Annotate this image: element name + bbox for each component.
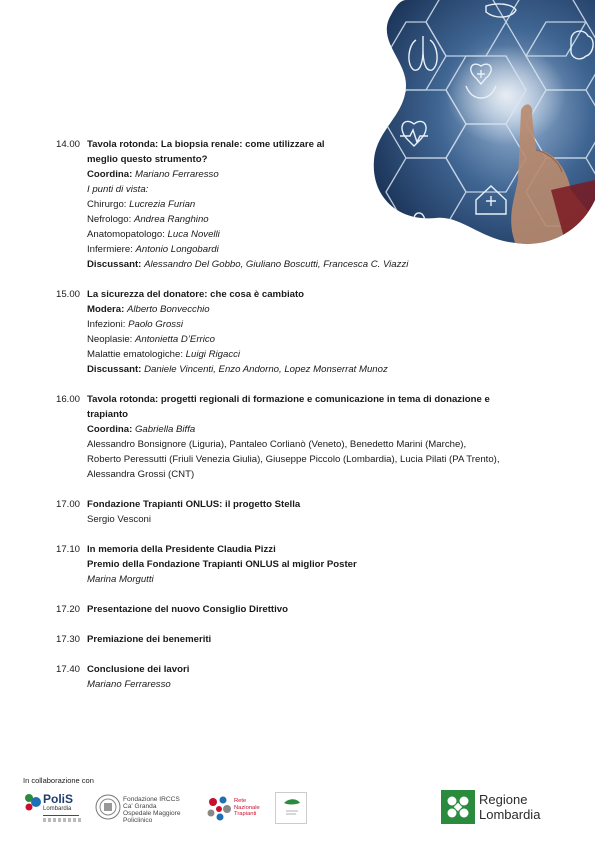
rete-line-2: Nazionale bbox=[234, 804, 260, 811]
program-line bbox=[87, 602, 556, 617]
program-item bbox=[56, 662, 556, 692]
program-heading: In memoria della Presidente Claudia Pizzi bbox=[87, 544, 276, 555]
program-text: Anatomopatologo: bbox=[87, 229, 168, 240]
program-text: Nefrologo: bbox=[87, 214, 134, 225]
program-heading: Tavola rotonda: progetti regionali di formazione e comunicazione in tema di donazione e bbox=[87, 394, 490, 405]
program-line bbox=[87, 392, 556, 407]
program-line bbox=[87, 452, 556, 467]
program-heading: Discussant: bbox=[87, 364, 145, 375]
program-line bbox=[87, 422, 556, 437]
program-heading: Premio della Fondazione Trapianti ONLUS al miglior Poster bbox=[87, 559, 357, 570]
program-line bbox=[87, 287, 556, 302]
program-schedule bbox=[56, 137, 556, 707]
program-line bbox=[87, 182, 556, 197]
program-line bbox=[87, 437, 556, 452]
polis-name: PoliS bbox=[43, 792, 74, 806]
program-item bbox=[56, 542, 556, 587]
program-heading: Modera: bbox=[87, 304, 127, 315]
polis-sub: Lombardia bbox=[43, 806, 72, 812]
speaker-name: Antonietta D’Errico bbox=[135, 334, 215, 345]
polis-lombardia-logo bbox=[23, 790, 85, 826]
program-line bbox=[87, 347, 556, 362]
collaboration-label: In collaborazione con bbox=[23, 776, 94, 785]
program-text: Alessandro Bonsignore (Liguria), Pantaleo Corlianò (Veneto), Benedetto Marini (Marche), bbox=[87, 439, 467, 450]
program-line bbox=[87, 497, 556, 512]
program-item bbox=[56, 602, 556, 617]
program-line bbox=[87, 362, 556, 377]
rete-line-1: Rete bbox=[234, 798, 247, 804]
program-line bbox=[87, 212, 556, 227]
program-body bbox=[87, 392, 556, 482]
program-item bbox=[56, 632, 556, 647]
speaker-name: Mariano Ferraresso bbox=[134, 169, 219, 180]
speaker-name: Antonio Longobardi bbox=[135, 244, 219, 255]
program-line bbox=[87, 197, 556, 212]
program-heading: Coordina: bbox=[87, 169, 135, 180]
program-item bbox=[56, 137, 556, 272]
regione-line-1: Regione bbox=[479, 792, 528, 807]
program-body bbox=[87, 602, 556, 617]
program-heading: trapianto bbox=[87, 409, 129, 420]
policlinico-seal-icon bbox=[95, 794, 121, 820]
program-body bbox=[87, 542, 556, 587]
program-body bbox=[87, 497, 556, 527]
program-heading: Tavola rotonda: La biopsia renale: come utilizzare al bbox=[87, 139, 325, 150]
program-text: Malattie ematologiche: bbox=[87, 349, 186, 360]
program-time: 17.10 bbox=[56, 544, 81, 555]
speaker-name: Alberto Bonvecchio bbox=[126, 304, 210, 315]
program-time: 15.00 bbox=[56, 289, 81, 300]
program-time: 14.00 bbox=[56, 139, 81, 150]
program-body bbox=[87, 137, 556, 272]
program-text: Infezioni: bbox=[87, 319, 129, 330]
program-time: 17.20 bbox=[56, 604, 81, 615]
program-heading: Premiazione dei benemeriti bbox=[87, 634, 212, 645]
speaker-name: Luca Novelli bbox=[167, 229, 220, 240]
polis-icon bbox=[23, 792, 43, 812]
program-line bbox=[87, 167, 556, 182]
program-text: Infermiere: bbox=[87, 244, 136, 255]
program-line bbox=[87, 662, 556, 677]
program-item bbox=[56, 497, 556, 527]
program-item bbox=[56, 392, 556, 482]
regione-lombardia-icon bbox=[441, 790, 475, 824]
policlinico-line-4: Policlinico bbox=[123, 817, 153, 824]
program-line bbox=[87, 302, 556, 317]
program-line bbox=[87, 512, 556, 527]
speaker-name: Lucrezia Furian bbox=[129, 199, 196, 210]
partner-logos bbox=[23, 790, 323, 830]
regione-line-2: Lombardia bbox=[479, 807, 541, 822]
program-time: 16.00 bbox=[56, 394, 81, 405]
program-body bbox=[87, 287, 556, 377]
program-line bbox=[87, 677, 556, 692]
program-line bbox=[87, 572, 556, 587]
program-line bbox=[87, 227, 556, 242]
speaker-name: I punti di vista: bbox=[87, 184, 149, 195]
program-heading: Discussant: bbox=[87, 259, 145, 270]
association-logo bbox=[275, 792, 307, 824]
program-time: 17.40 bbox=[56, 664, 81, 675]
program-heading: Fondazione Trapianti ONLUS: il progetto Stella bbox=[87, 499, 301, 510]
program-heading: meglio questo strumento? bbox=[87, 154, 208, 165]
speaker-name: Mariano Ferraresso bbox=[87, 679, 171, 690]
policlinico-line-1: Fondazione IRCCS bbox=[123, 796, 180, 803]
program-line bbox=[87, 632, 556, 647]
program-item bbox=[56, 287, 556, 377]
speaker-name: Alessandro Del Gobbo, Giuliano Boscutti, Francesca C. Viazzi bbox=[144, 259, 409, 270]
speaker-name: Paolo Grossi bbox=[128, 319, 183, 330]
rete-trapianti-logo bbox=[205, 790, 265, 826]
program-line bbox=[87, 152, 556, 167]
leaf-icon bbox=[276, 793, 306, 823]
regione-lombardia-logo bbox=[441, 790, 571, 826]
program-text: Roberto Peressutti (Friuli Venezia Giulia), Giuseppe Piccolo (Lombardia), Lucia Pilati (PA Trento), bbox=[87, 454, 500, 465]
program-time: 17.30 bbox=[56, 634, 81, 645]
program-line bbox=[87, 257, 556, 272]
program-heading: Conclusione dei lavori bbox=[87, 664, 190, 675]
rete-icon bbox=[205, 794, 233, 822]
program-line bbox=[87, 332, 556, 347]
program-text: Sergio Vesconi bbox=[87, 514, 151, 525]
policlinico-line-3: Ospedale Maggiore bbox=[123, 810, 181, 817]
rete-line-3: Trapianti bbox=[234, 811, 257, 817]
speaker-name: Daniele Vincenti, Enzo Andorno, Lopez Monserrat Munoz bbox=[144, 364, 388, 375]
program-line bbox=[87, 407, 556, 422]
policlinico-logo bbox=[95, 790, 195, 826]
program-heading: Presentazione del nuovo Consiglio Direttivo bbox=[87, 604, 288, 615]
program-text: Neoplasie: bbox=[87, 334, 135, 345]
program-heading: Coordina: bbox=[87, 424, 135, 435]
program-body bbox=[87, 632, 556, 647]
program-text: Chirurgo: bbox=[87, 199, 130, 210]
program-line bbox=[87, 467, 556, 482]
program-heading: La sicurezza del donatore: che cosa è cambiato bbox=[87, 289, 304, 300]
speaker-name: Gabriella Biffa bbox=[134, 424, 196, 435]
policlinico-line-2: Ca' Granda bbox=[123, 803, 157, 810]
program-text: Alessandra Grossi (CNT) bbox=[87, 469, 195, 480]
program-line bbox=[87, 242, 556, 257]
speaker-name: Marina Morgutti bbox=[87, 574, 154, 585]
program-time: 17.00 bbox=[56, 499, 81, 510]
program-line bbox=[87, 137, 556, 152]
speaker-name: Luigi Rigacci bbox=[185, 349, 241, 360]
program-body bbox=[87, 662, 556, 692]
program-line bbox=[87, 542, 556, 557]
program-line bbox=[87, 317, 556, 332]
speaker-name: Andrea Ranghino bbox=[133, 214, 209, 225]
program-line bbox=[87, 557, 556, 572]
